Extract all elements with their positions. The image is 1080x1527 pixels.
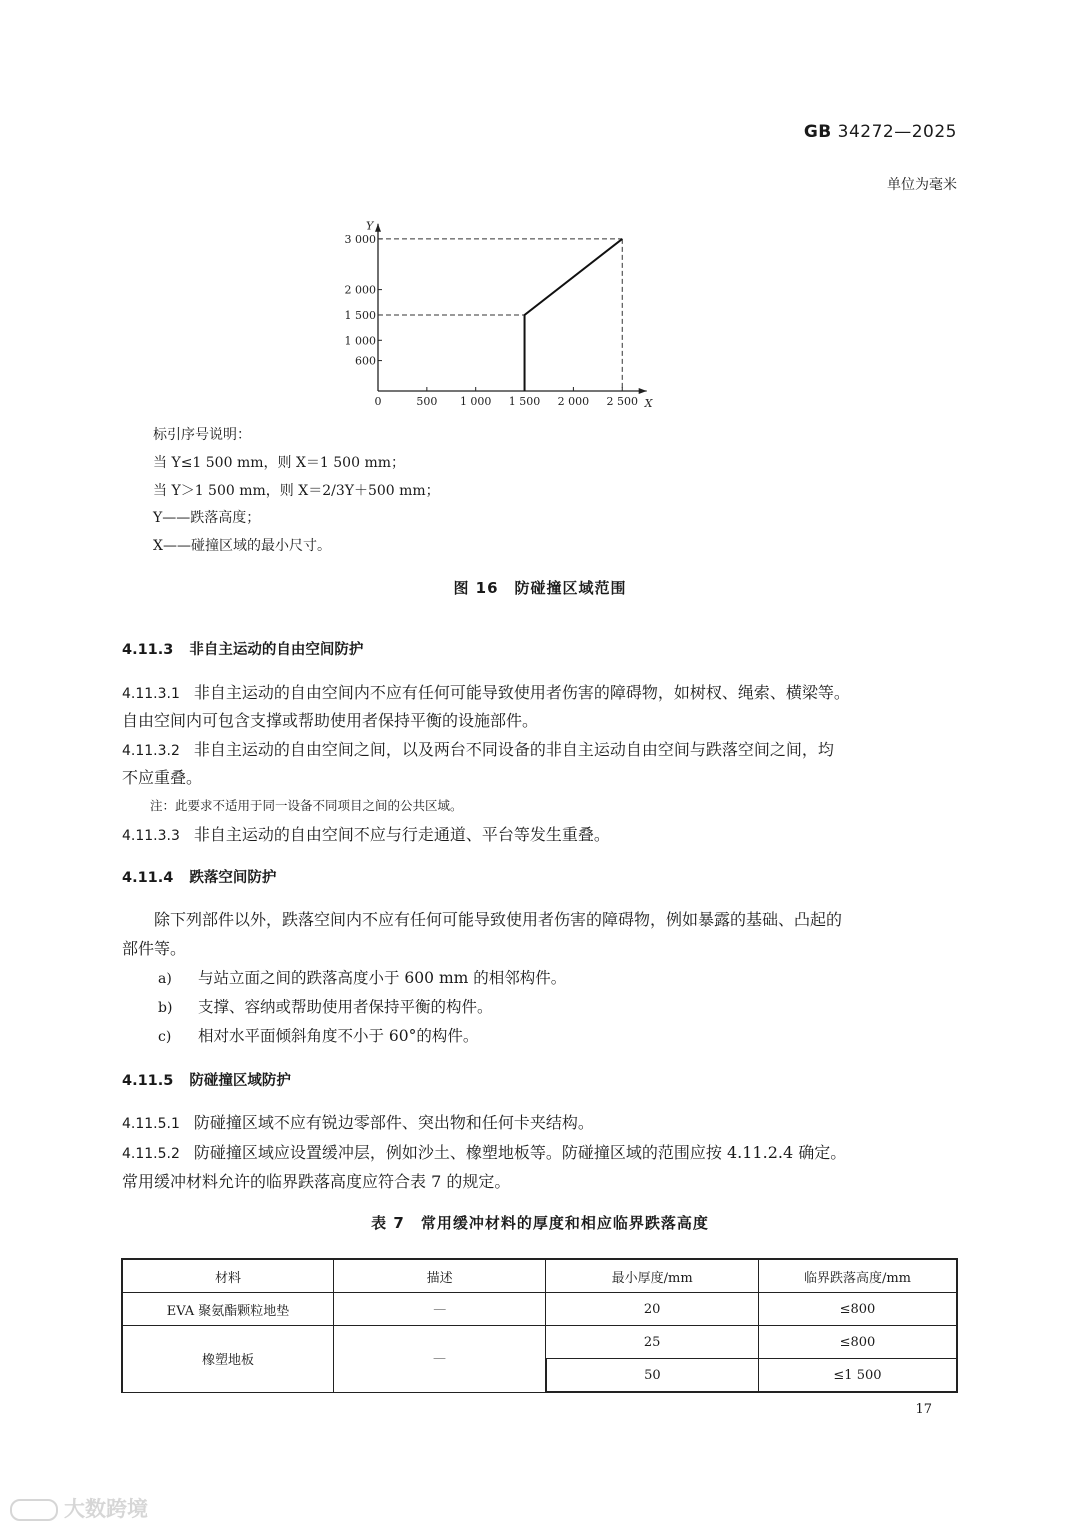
figure-16-chart [330, 200, 750, 420]
table-cell: 橡塑地板 [122, 1326, 333, 1393]
paragraph: 除下列部件以外，跌落空间内不应有任何可能导致使用者伤害的障碍物，例如暴露的基础、凸起的 [154, 910, 843, 929]
legend-line: X——碰撞区域的最小尺寸。 [153, 538, 331, 554]
table-header-cell: 最小厚度/mm [546, 1259, 759, 1293]
paragraph: 4.11.5.1 防碰撞区域不应有锐边零部件、突出物和任何卡夹结构。 [122, 1113, 594, 1132]
x-axis-label: X [644, 397, 653, 410]
x-tick-label: 2 500 [606, 395, 638, 408]
series-line [525, 239, 623, 391]
x-tick-label: 0 [374, 395, 382, 408]
paragraph: 4.11.3.2 非自主运动的自由空间之间，以及两台不同设备的非自主运动自由空间与跌落空间之间，均 [122, 740, 834, 759]
paragraph-continuation: 自由空间内可包含支撑或帮助使用者保持平衡的设施部件。 [122, 711, 539, 730]
y-axis-label: Y [366, 219, 374, 233]
watermark: 大数跨境 [10, 1493, 148, 1523]
x-tick-label: 1 000 [459, 395, 492, 408]
legend-line: Y——跌落高度； [153, 510, 261, 526]
legend-title: 标引序号说明： [153, 427, 251, 443]
legend-line: 当 Y≤1 500 mm，则 X＝1 500 mm； [153, 455, 405, 471]
paragraph-continuation: 不应重叠。 [122, 768, 203, 787]
watermark-logo-icon [10, 1499, 58, 1521]
paragraph: 4.11.3.1 非自主运动的自由空间内不应有任何可能导致使用者伤害的障碍物，如树杈、绳索、横梁等。 [122, 683, 850, 702]
y-axis-arrow [375, 224, 381, 232]
y-tick-label: 1 500 [344, 308, 376, 322]
table-caption: 表 7 常用缓冲材料的厚度和相应临界跌落高度 [371, 1214, 709, 1232]
list-item: b) 支撑、容纳或帮助使用者保持平衡的构件。 [158, 998, 493, 1016]
table-cell: 20 [546, 1293, 759, 1326]
legend-line: 当 Y＞1 500 mm，则 X＝2/3Y＋500 mm； [153, 483, 440, 499]
table-row [122, 1326, 957, 1359]
x-tick-label: 2 000 [557, 395, 590, 408]
table-cell: EVA 聚氨酯颗粒地垫 [122, 1293, 333, 1326]
paragraph-continuation: 常用缓冲材料允许的临界跌落高度应符合表 7 的规定。 [122, 1172, 511, 1191]
table-cell: ≤1 500 [758, 1359, 957, 1393]
y-tick-label: 600 [355, 354, 376, 368]
table-header-row [122, 1259, 957, 1293]
x-axis-arrow [639, 388, 647, 394]
note: 注：此要求不适用于同一设备不同项目之间的公共区域。 [150, 798, 463, 813]
table-7 [121, 1258, 958, 1393]
section-heading: 4.11.5 防碰撞区域防护 [122, 1073, 291, 1089]
table-row [122, 1293, 957, 1326]
x-tick-label: 500 [416, 395, 438, 408]
table-cell: ≤800 [758, 1293, 957, 1326]
page-number: 17 [915, 1402, 932, 1417]
table-header-cell: 材料 [122, 1259, 333, 1293]
table-cell: — [333, 1326, 545, 1393]
unit-note: 单位为毫米 [887, 177, 957, 193]
paragraph: 4.11.5.2 防碰撞区域应设置缓冲层，例如沙土、橡塑地板等。防碰撞区域的范围应按 4.11.2.4 确定。 [122, 1143, 847, 1162]
x-tick-label: 1 500 [508, 395, 541, 408]
paragraph-continuation: 部件等。 [122, 939, 187, 958]
table-cell: 25 [546, 1326, 759, 1359]
figure-caption: 图 16 防碰撞区域范围 [453, 579, 627, 597]
standard-number: GB 34272—2025 [803, 122, 957, 142]
paragraph: 4.11.3.3 非自主运动的自由空间不应与行走通道、平台等发生重叠。 [122, 825, 610, 844]
section-heading: 4.11.3 非自主运动的自由空间防护 [122, 642, 364, 658]
section-heading: 4.11.4 跌落空间防护 [122, 870, 277, 886]
list-item: c) 相对水平面倾斜角度不小于 60°的构件。 [158, 1027, 479, 1045]
table-cell: — [333, 1293, 545, 1326]
y-tick-label: 3 000 [344, 232, 376, 246]
table-header-cell: 临界跌落高度/mm [758, 1259, 957, 1293]
list-item: a) 与站立面之间的跌落高度小于 600 mm 的相邻构件。 [158, 969, 567, 987]
table-cell: 50 [546, 1359, 759, 1393]
table-cell: ≤800 [758, 1326, 957, 1359]
y-tick-label: 1 000 [344, 334, 376, 348]
y-tick-label: 2 000 [344, 283, 376, 297]
table-header-cell: 描述 [333, 1259, 545, 1293]
